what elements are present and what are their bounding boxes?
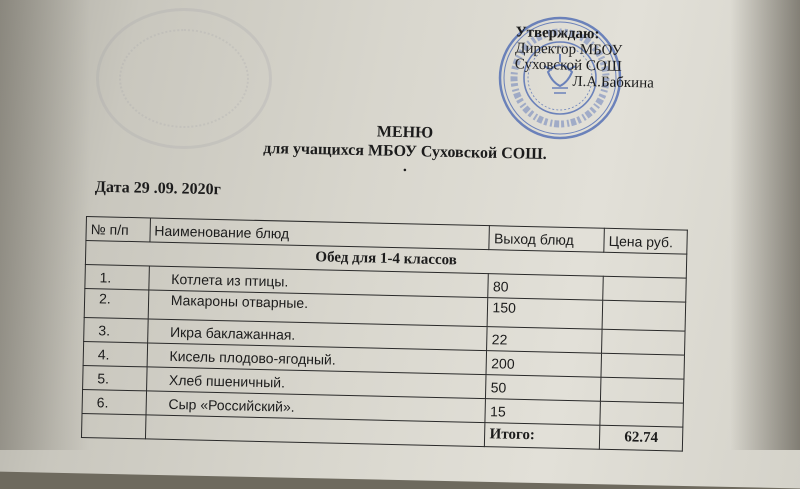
row-dish-name: Икра баклажанная. [147,319,487,351]
menu-date: Дата 29 .09. 2020г [94,178,222,199]
approval-position-line1: Директор МБОУ [515,40,623,59]
row-dish-name: Хлеб пшеничный. [146,367,486,399]
row-price [602,300,685,331]
header-name: Наименование блюд [150,218,490,250]
total-empty-num [81,413,145,438]
header-output: Выход блюд [489,226,604,253]
total-label: Итого: [485,423,600,450]
row-price [601,353,684,379]
document-title: МЕНЮ [376,123,434,142]
document-subtitle: для учащихся МБОУ Суховской СОШ. [263,140,547,163]
row-num: 1. [85,264,149,289]
row-dish-name: Кисель плодово-ягодный. [147,343,487,375]
approval-block [514,24,655,91]
header-num: № п/п [86,217,150,242]
row-output: 50 [486,375,601,402]
approval-position-line2: Суховской СОШ [514,56,622,75]
row-output: 80 [488,274,603,301]
subtitle-mark: . [402,157,408,176]
row-num: 5. [83,365,147,390]
row-output: 200 [486,351,601,378]
row-output: 15 [485,399,600,426]
menu-table [81,216,688,452]
total-value: 62.74 [599,425,682,451]
row-price [600,401,683,427]
approval-signature-name: Л.А.Бабкина [572,73,655,92]
row-output: 22 [487,327,602,354]
row-dish-name: Макароны отварные. [148,290,488,327]
page-shadow-left [0,0,90,450]
row-output: 150 [488,298,603,330]
row-price [601,377,684,403]
row-num: 6. [82,389,146,414]
page-shadow-right [730,0,800,450]
row-price [603,276,686,302]
row-num: 3. [84,317,148,342]
row-price [602,329,685,355]
approval-title: Утверждаю: [515,24,600,43]
row-num: 4. [83,341,147,366]
row-dish-name: Котлета из птицы. [149,266,489,298]
section-title: Обед для 1-4 классов [85,241,686,279]
row-dish-name: Сыр «Российский». [146,391,486,423]
header-price: Цена руб. [604,228,687,254]
row-num: 2. [84,288,148,318]
